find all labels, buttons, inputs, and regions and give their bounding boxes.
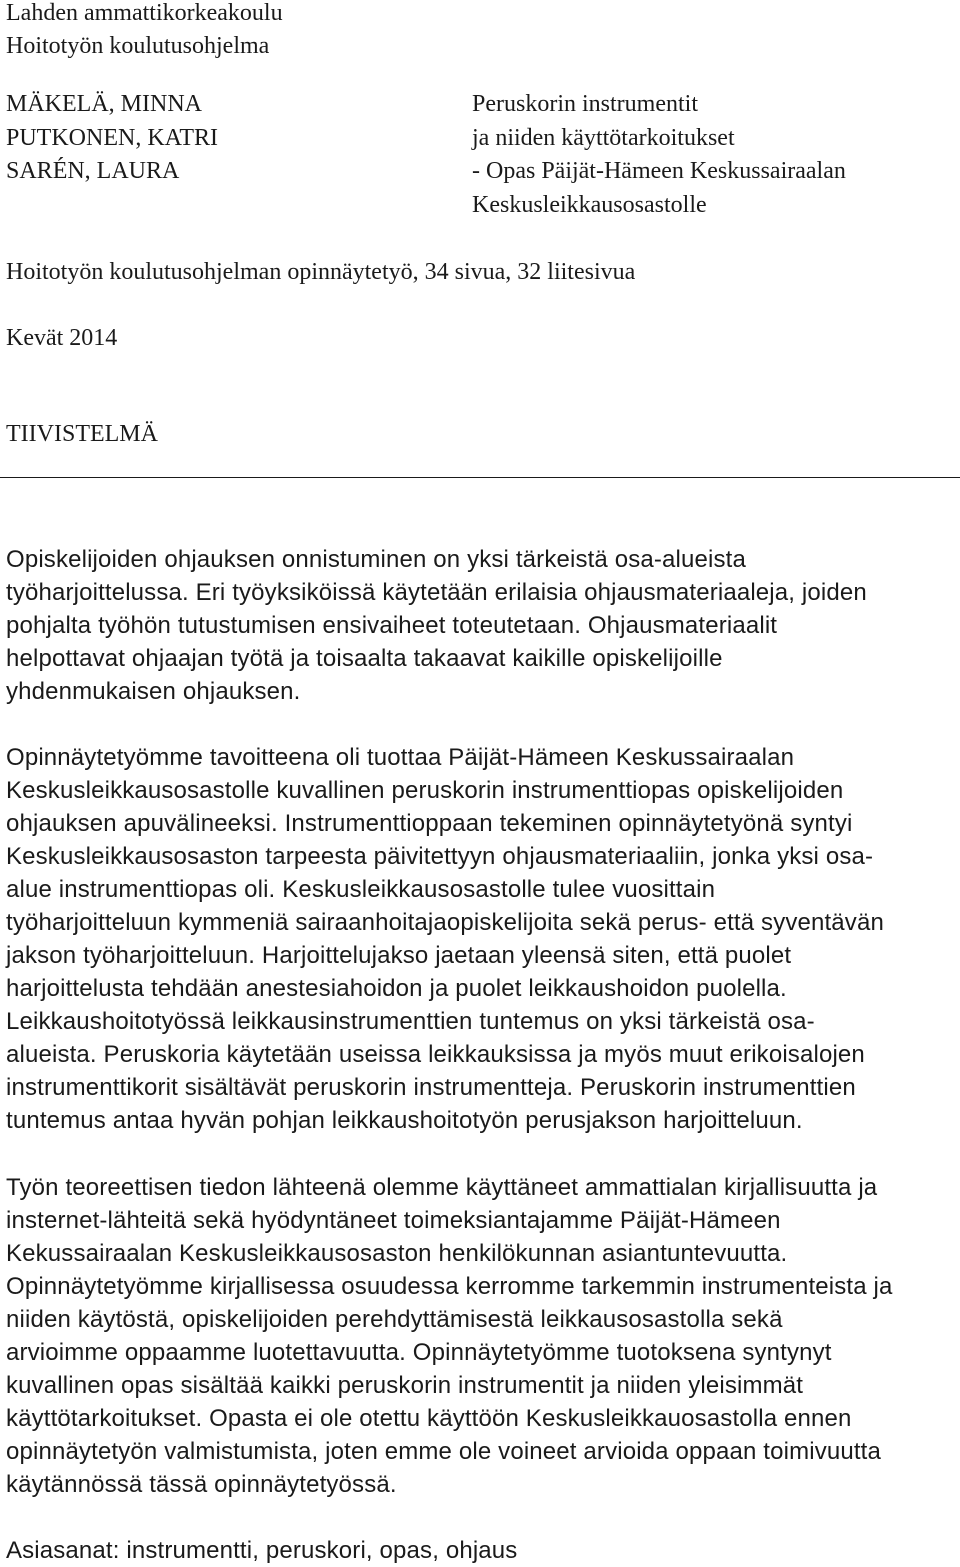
- abstract-paragraph-3: [6, 1171, 893, 1501]
- paragraph-line: harjoittelusta tehdään anestesiahoidon ja puolet leikkaushoidon puolella.: [6, 975, 787, 1002]
- title-line: ja niiden käyttötarkoitukset: [472, 124, 735, 151]
- paragraph-line: Keskusleikkausosaston tarpeesta päivitettyyn ohjausmateriaaliin, jonka yksi osa-: [6, 843, 874, 870]
- paragraph-line: niiden käytöstä, opiskelijoiden perehdyttämisestä leikkausosastolla sekä: [6, 1306, 783, 1333]
- paragraph-line: pohjalta työhön tutustumisen ensivaiheet toteutetaan. Ohjausmateriaalit: [6, 612, 778, 639]
- title-line: Keskusleikkausosastolle: [472, 191, 707, 218]
- paragraph-line: käyttötarkoitukset. Opasta ei ole otettu käyttöön Keskusleikkauosastolla ennen: [6, 1405, 852, 1432]
- paragraph-line: Opinnäytetyömme tavoitteena oli tuottaa Päijät-Hämeen Keskussairaalan: [6, 744, 795, 771]
- keywords: [6, 1534, 517, 1567]
- paragraph-line: yhdenmukaisen ohjauksen.: [6, 678, 301, 705]
- paragraph-line: Leikkaushoitotyössä leikkausinstrumenttien tuntemus on yksi tärkeistä osa-: [6, 1008, 815, 1035]
- paragraph-line: alueista. Peruskoria käytetään useissa leikkauksissa ja myös muut erikoisalojen: [6, 1041, 865, 1068]
- institution-name: Lahden ammattikorkeakoulu: [6, 0, 283, 26]
- paragraph-line: työharjoittelussa. Eri työyksiköissä käytetään erilaisia ohjausmateriaaleja, joiden: [6, 579, 867, 606]
- horizontal-divider: [0, 477, 960, 478]
- abstract-heading: TIIVISTELMÄ: [6, 421, 158, 447]
- term: Kevät 2014: [6, 325, 118, 351]
- paragraph-line: ohjauksen apuvälineeksi. Instrumenttioppaan tekeminen opinnäytetyönä syntyi: [6, 810, 853, 837]
- degree-program: Hoitotyön koulutusohjelma: [6, 33, 270, 59]
- author-name: SARÉN, LAURA: [6, 158, 180, 184]
- thesis-info: Hoitotyön koulutusohjelman opinnäytetyö, 34 sivua, 32 liitesivua: [6, 259, 636, 285]
- paragraph-line: helpottavat ohjaajan työtä ja toisaalta takaavat kaikille opiskelijoille: [6, 645, 723, 672]
- paragraph-line: kuvallinen opas sisältää kaikki peruskorin instrumentit ja niiden yleisimmät: [6, 1372, 804, 1399]
- paragraph-line: työharjoitteluun kymmeniä sairaanhoitajaopiskelijoita sekä perus- että syventävän: [6, 909, 884, 936]
- paragraph-line: Opiskelijoiden ohjauksen onnistuminen on yksi tärkeistä osa-alueista: [6, 546, 746, 573]
- abstract-paragraph-2: [6, 741, 884, 1137]
- paragraph-line: käytännössä tässä opinnäytetyössä.: [6, 1471, 397, 1498]
- author-name: MÄKELÄ, MINNA: [6, 91, 202, 117]
- paragraph-line: arvioimme oppaamme luotettavuutta. Opinnäytetyömme tuotoksena syntynyt: [6, 1339, 832, 1366]
- thesis-title: [472, 88, 846, 222]
- paragraph-line: tuntemus antaa hyvän pohjan leikkaushoitotyön perusjakson harjoitteluun.: [6, 1107, 803, 1134]
- keywords-line: Asiasanat: instrumentti, peruskori, opas, ohjaus: [6, 1537, 518, 1564]
- title-line: - Opas Päijät-Hämeen Keskussairaalan: [472, 158, 846, 184]
- title-line: Peruskorin instrumentit: [472, 91, 698, 117]
- author-name: PUTKONEN, KATRI: [6, 124, 218, 151]
- paragraph-line: opinnäytetyön valmistumista, joten emme ole voineet arvioida oppaan toimivuutta: [6, 1438, 881, 1465]
- paragraph-line: instrumenttikorit sisältävät peruskorin instrumentteja. Peruskorin instrumenttien: [6, 1074, 856, 1101]
- paragraph-line: Kekussairaalan Keskusleikkausosaston henkilökunnan asiantuntevuutta.: [6, 1240, 788, 1267]
- paragraph-line: insternet-lähteitä sekä hyödyntäneet toimeksiantajamme Päijät-Hämeen: [6, 1207, 781, 1234]
- author-list: [6, 88, 218, 189]
- paragraph-line: Työn teoreettisen tiedon lähteenä olemme käyttäneet ammattialan kirjallisuutta ja: [6, 1174, 878, 1201]
- paragraph-line: Opinnäytetyömme kirjallisessa osuudessa kerromme tarkemmin instrumenteista ja: [6, 1273, 893, 1300]
- paragraph-line: Keskusleikkausosastolle kuvallinen peruskorin instrumenttiopas opiskelijoiden: [6, 777, 844, 804]
- abstract-paragraph-1: [6, 543, 867, 708]
- paragraph-line: alue instrumenttiopas oli. Keskusleikkausosastolle tulee vuosittain: [6, 876, 716, 903]
- paragraph-line: jakson työharjoitteluun. Harjoittelujakso jaetaan yleensä siten, että puolet: [6, 942, 792, 969]
